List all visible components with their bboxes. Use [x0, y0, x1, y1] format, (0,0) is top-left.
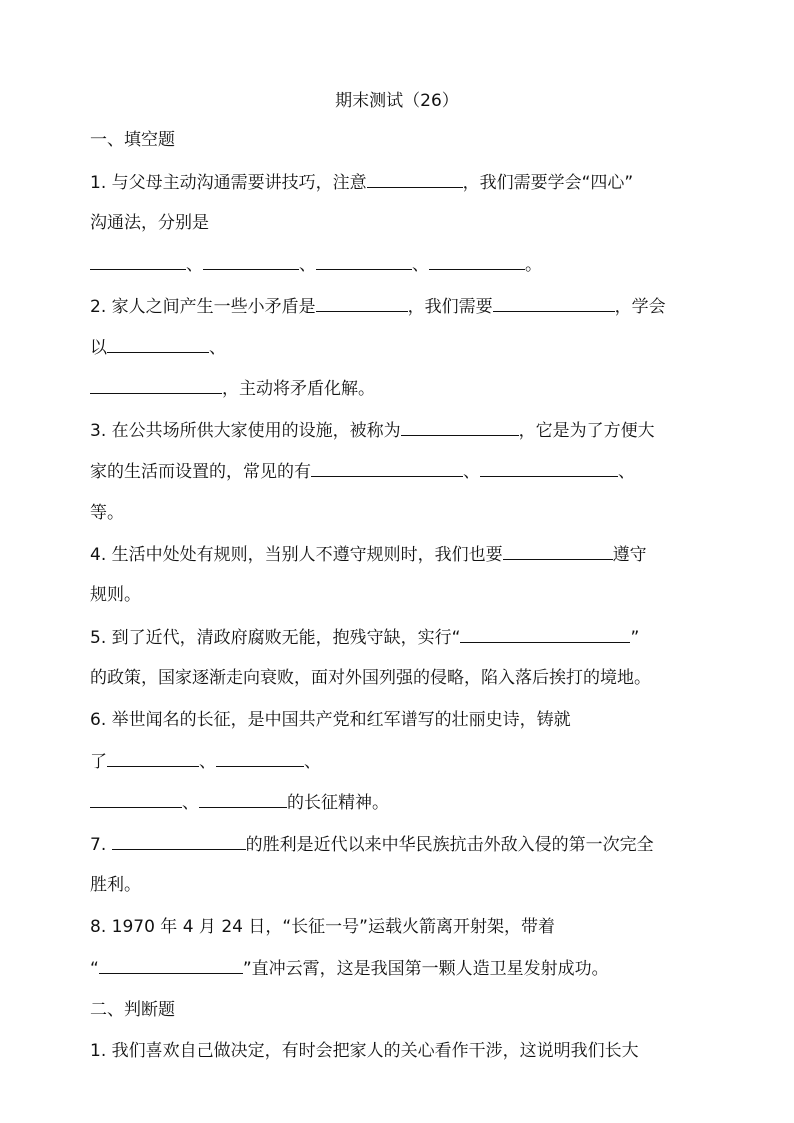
answer-blank[interactable] [216, 749, 304, 767]
question-8-line-1: 8. 1970 年 4 月 24 日，“长征一号”运载火箭离开射架，带着 [90, 917, 555, 937]
question-text: ，它是为了方便大 [518, 421, 655, 441]
question-6-line-3 [90, 790, 389, 815]
answer-blank[interactable] [316, 252, 412, 270]
page-title: 期末测试（26） [335, 91, 459, 111]
question-2-line-2 [90, 335, 226, 360]
question-4-line-2: 规则。 [90, 585, 141, 605]
question-text: 遵守 [612, 545, 647, 565]
answer-blank[interactable] [112, 832, 246, 850]
question-text: 4. 生活中处处有规则，当别人不遵守规则时，我们也要 [90, 545, 503, 565]
answer-blank[interactable] [460, 625, 630, 643]
answer-blank[interactable] [90, 376, 222, 394]
question-text: 7. [90, 835, 112, 855]
answer-blank[interactable] [199, 790, 287, 808]
question-text: 3. 在公共场所供大家使用的设施，被称为 [90, 421, 401, 441]
question-3-line-1 [90, 418, 655, 443]
question-2-line-1 [90, 294, 666, 319]
question-8-line-2 [90, 956, 609, 981]
question-text: ”直冲云霄，这是我国第一颗人造卫星发射成功。 [242, 959, 609, 979]
question-7-line-1 [90, 832, 654, 857]
question-6-line-1: 6. 举世闻名的长征，是中国共产党和红军谱写的壮丽史诗，铸就 [90, 710, 571, 730]
answer-blank[interactable] [493, 294, 615, 312]
question-1-line-1 [90, 170, 633, 195]
question-text: 的长征精神。 [287, 793, 389, 813]
question-7-line-2: 胜利。 [90, 875, 141, 895]
answer-blank[interactable] [480, 459, 618, 477]
answer-blank[interactable] [429, 252, 525, 270]
answer-blank[interactable] [107, 335, 209, 353]
answer-blank[interactable] [503, 542, 613, 560]
section-fill-blank-heading: 一、填空题 [90, 130, 175, 150]
separator: 、 [182, 793, 199, 813]
question-3-line-3: 等。 [90, 503, 124, 523]
question-text: ，我们需要学会“四心” [462, 173, 634, 193]
question-5-line-2: 的政策，国家逐渐走向衰败，面对外国列强的侵略，陷入落后挨打的境地。 [90, 668, 651, 688]
question-text: 1. 与父母主动沟通需要讲技巧，注意 [90, 173, 367, 193]
separator: 、 [209, 338, 226, 358]
separator: 、 [299, 255, 316, 275]
answer-blank[interactable] [203, 252, 299, 270]
question-text: 以 [90, 338, 107, 358]
answer-blank[interactable] [99, 956, 243, 974]
separator: 、 [463, 462, 480, 482]
question-3-line-2 [90, 459, 635, 484]
answer-blank[interactable] [90, 790, 182, 808]
separator: 、 [412, 255, 429, 275]
answer-blank[interactable] [367, 170, 463, 188]
question-text: 家的生活而设置的，常见的有 [90, 462, 311, 482]
question-text: 了 [90, 752, 107, 772]
question-text: ” [630, 628, 640, 648]
answer-blank[interactable] [90, 252, 186, 270]
question-text: 2. 家人之间产生一些小矛盾是 [90, 297, 316, 317]
separator: 、 [186, 255, 203, 275]
question-1-line-2: 沟通法，分别是 [90, 213, 209, 233]
question-text: ，我们需要 [407, 297, 493, 317]
question-text: ，主动将矛盾化解。 [222, 379, 375, 399]
question-6-line-2 [90, 749, 321, 774]
question-4-line-1 [90, 542, 647, 567]
question-text: 的胜利是近代以来中华民族抗击外敌入侵的第一次完全 [245, 835, 654, 855]
question-2-line-3 [90, 376, 375, 401]
question-text: 5. 到了近代，清政府腐败无能，抱残守缺，实行“ [90, 628, 461, 648]
question-text: ，学会 [614, 297, 666, 317]
judge-1-line-1: 1. 我们喜欢自己做决定，有时会把家人的关心看作干涉，这说明我们长大 [90, 1041, 639, 1061]
answer-blank[interactable] [401, 418, 519, 436]
question-text: “ [90, 959, 99, 979]
question-5-line-1 [90, 625, 639, 650]
answer-blank[interactable] [316, 294, 408, 312]
section-true-false-heading: 二、判断题 [90, 1000, 175, 1020]
separator: 。 [525, 255, 542, 275]
answer-blank[interactable] [107, 749, 199, 767]
separator: 、 [618, 462, 635, 482]
answer-blank[interactable] [311, 459, 463, 477]
question-1-line-3 [90, 252, 542, 277]
separator: 、 [304, 752, 321, 772]
separator: 、 [199, 752, 216, 772]
